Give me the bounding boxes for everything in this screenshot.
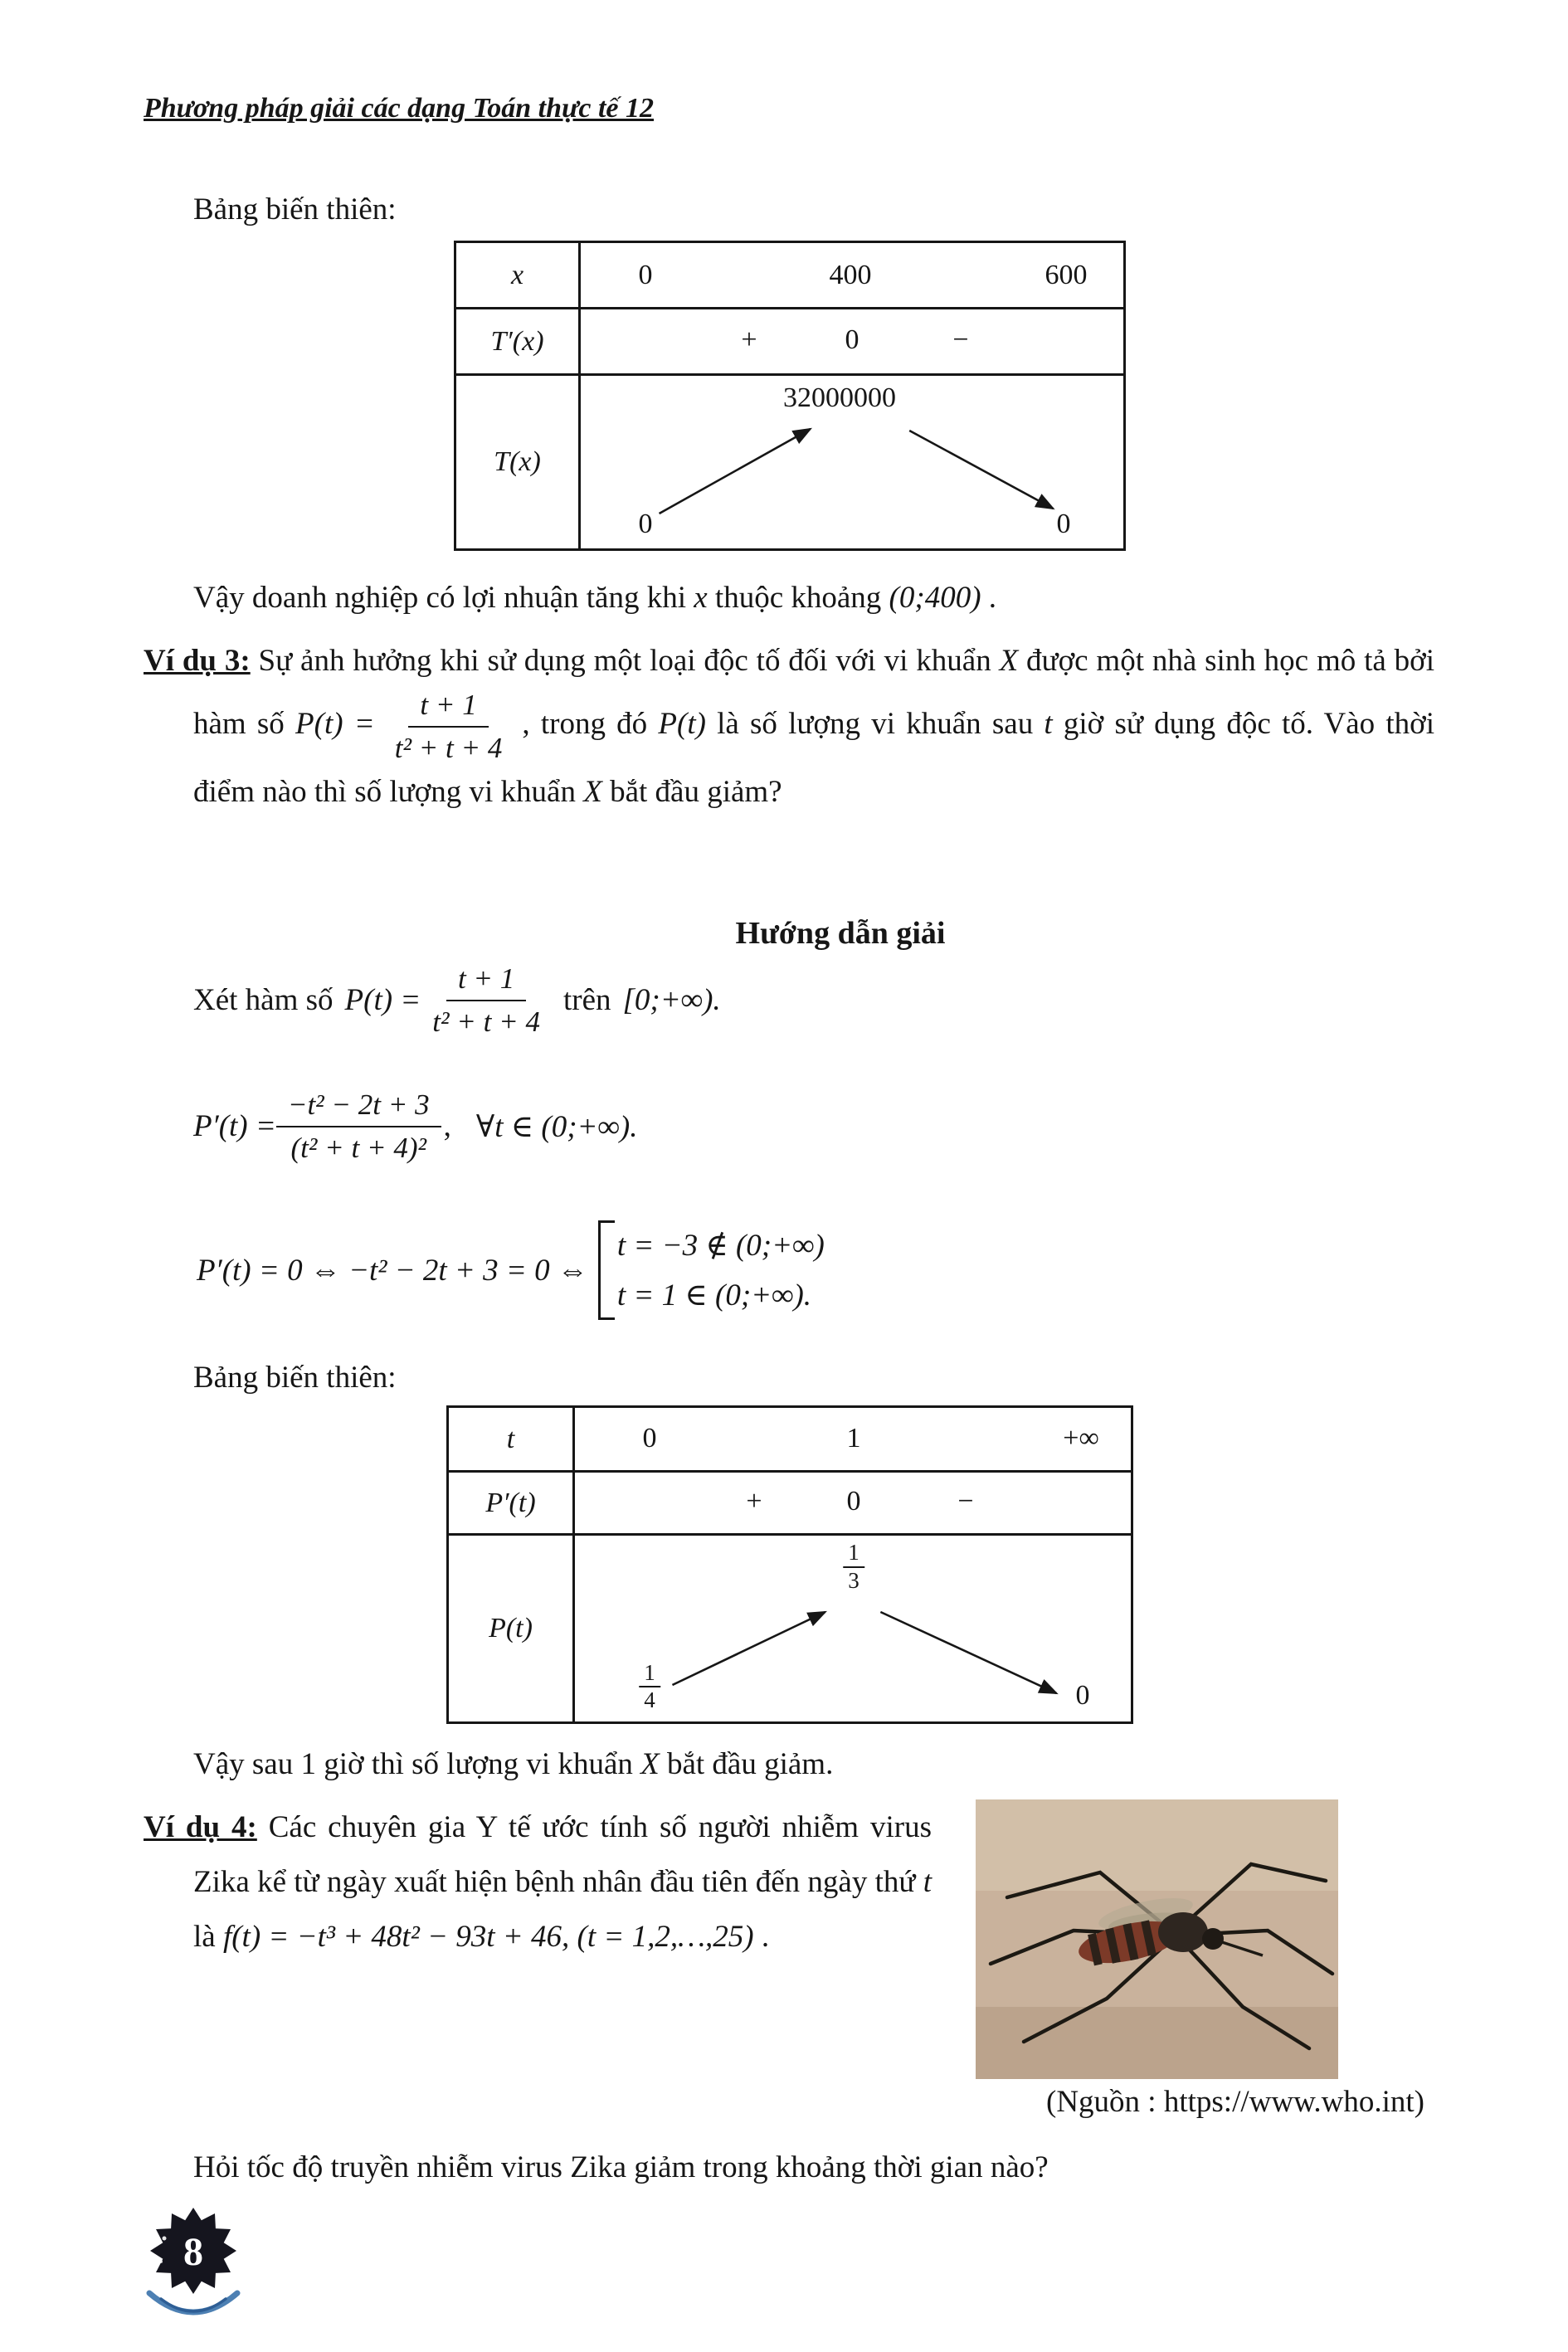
example3-text: Sự ảnh hưởng khi sử dụng một loại độc tố đối với vi khuẩn [250, 644, 1000, 678]
var-X: X [999, 644, 1019, 678]
comma: , [443, 1109, 451, 1144]
var-x: x [694, 581, 708, 615]
t-value-inf: +∞ [1063, 1423, 1099, 1454]
conclusion-profit [193, 572, 1454, 624]
interval: (0;400) [889, 581, 981, 615]
sign-plus: + [741, 324, 757, 355]
table-fn-values [575, 1536, 1131, 1721]
line1-mid: trên [562, 983, 611, 1018]
sign-minus: − [952, 324, 969, 355]
x-value-0: 0 [638, 260, 653, 290]
period: . [981, 581, 997, 615]
solution-line-3 [197, 1220, 825, 1320]
fraction-numerator: t + 1 [408, 687, 488, 728]
page-number: 8 [183, 2230, 203, 2274]
start-numerator: 1 [639, 1661, 660, 1688]
source-citation: (Nguồn : https://www.who.int) [1046, 2085, 1424, 2119]
table-var-cell: x [456, 243, 581, 307]
peak-numerator: 1 [843, 1541, 864, 1568]
line3-equation: P′(t) = 0 ⇔ −t² − 2t + 3 = 0 ⇔ [197, 1253, 588, 1288]
example3-paragraph [144, 635, 1434, 818]
fraction-numerator: −t² − 2t + 3 [276, 1087, 441, 1127]
solution-line-1 [193, 961, 721, 1040]
solution-line-2 [193, 1087, 637, 1166]
end-value: 0 [1075, 1680, 1090, 1711]
table-deriv-signs [581, 309, 1123, 373]
line2-lhs: P′(t) = [193, 1109, 276, 1144]
table-row [456, 376, 1123, 548]
table-fn-cell: P(t) [449, 1536, 575, 1721]
start-value: 0 [638, 509, 653, 539]
table-row [449, 1536, 1131, 1721]
example3-text: bắt đầu giảm? [601, 774, 782, 809]
conclusion-bacteria [193, 1739, 1454, 1790]
variation-table-bacteria [446, 1405, 1133, 1724]
conclusion-text: Vậy sau 1 giờ thì số lượng vi khuẩn [193, 1747, 641, 1781]
example3-text: , trong đó [522, 707, 659, 742]
sign-zero: 0 [845, 324, 859, 355]
x-value-600: 600 [1045, 260, 1088, 290]
var-t: t [923, 1865, 932, 1899]
sign-minus: − [957, 1486, 974, 1517]
mosquito-photo [976, 1799, 1338, 2079]
table-deriv-cell: T′(x) [456, 309, 581, 373]
fraction-denominator: t² + t + 4 [394, 731, 503, 764]
conclusion-text: thuộc khoảng [707, 581, 889, 615]
table-deriv-signs [575, 1473, 1131, 1533]
case-2: t = 1 ∈ (0;+∞). [616, 1278, 812, 1312]
table-row [456, 243, 1123, 309]
end-value: 0 [1056, 509, 1071, 539]
fraction-denominator: t² + t + 4 [432, 1005, 540, 1038]
formula-lhs: P(t) = [295, 707, 375, 742]
example3-text: được một nhà sinh học mô tả bởi hàm số [193, 644, 1434, 742]
table-row [449, 1408, 1131, 1473]
peak-fraction [843, 1541, 864, 1593]
example4-text: là [193, 1920, 223, 1954]
start-fraction [639, 1661, 660, 1713]
table-row [456, 309, 1123, 376]
zika-formula: f(t) = −t³ + 48t² − 93t + 46, [222, 1920, 570, 1954]
mosquito-head [1202, 1928, 1224, 1950]
fraction-Pprime [276, 1087, 441, 1166]
sign-plus: + [746, 1486, 762, 1517]
example4-text: Các chuyên gia Y tế ước tính số người nhiễm virus Zika kể từ ngày xuất hiện bệnh nhân đầu tiên đến ngày thứ [193, 1810, 932, 1899]
mosquito-thorax [1158, 1912, 1208, 1952]
var-Pt: P(t) [658, 707, 706, 742]
table-deriv-cell: P′(t) [449, 1473, 575, 1533]
start-denominator: 4 [644, 1687, 655, 1713]
table-var-cell: t [449, 1408, 575, 1470]
line1-pre: Xét hàm số [193, 983, 334, 1018]
line1-domain: [0;+∞). [622, 983, 721, 1018]
example4-label: Ví dụ 4: [144, 1810, 257, 1844]
example3-text: là số lượng vi khuẩn sau [705, 707, 1045, 742]
conclusion-text: bắt đầu giảm. [659, 1747, 834, 1781]
example3-text: giờ sử dụng độc tố. Vào thời điểm nào thì số lượng vi khuẩn [193, 707, 1434, 809]
case-1: t = −3 ∉ (0;+∞) [616, 1229, 825, 1263]
example3-label: Ví dụ 3: [144, 644, 251, 678]
fraction-Pt [421, 961, 552, 1040]
period: . [753, 1920, 770, 1954]
example4-question: Hỏi tốc độ truyền nhiễm virus Zika giảm trong khoảng thời gian nào? [193, 2150, 1049, 2184]
line2-forall: ∀t ∈ (0;+∞). [475, 1109, 638, 1144]
cases-bracket [598, 1220, 825, 1320]
x-value-400: 400 [829, 260, 872, 290]
var-X: X [583, 774, 602, 809]
line1-lhs: P(t) = [344, 983, 421, 1018]
var-t: t [1044, 707, 1053, 742]
sign-zero: 0 [846, 1486, 861, 1517]
table-var-values [575, 1408, 1131, 1470]
conclusion-text: Vậy doanh nghiệp có lợi nhuận tăng khi [193, 581, 694, 615]
t-value-1: 1 [846, 1423, 861, 1454]
t-value-0: 0 [642, 1423, 657, 1454]
bbt-label-2: Bảng biến thiên: [193, 1361, 397, 1395]
var-X: X [640, 1747, 660, 1781]
variation-table-profit [454, 241, 1126, 551]
solution-heading: Hướng dẫn giải [735, 916, 946, 951]
table-var-values [581, 243, 1123, 307]
page-header: Phương pháp giải các dạng Toán thực tế 12 [144, 93, 655, 124]
example4-paragraph [144, 1800, 932, 1965]
table-fn-cell: T(x) [456, 376, 581, 548]
fraction-numerator: t + 1 [446, 961, 526, 1001]
fraction-Pt [383, 687, 514, 767]
peak-denominator: 3 [848, 1567, 859, 1593]
page-number-badge [131, 2189, 256, 2334]
t-range: (t = 1,2,…,25) [577, 1920, 754, 1954]
bbt-label-1: Bảng biến thiên: [193, 192, 397, 226]
fraction-denominator: (t² + t + 4)² [290, 1131, 426, 1164]
badge-arc [149, 2293, 237, 2312]
table-fn-values [581, 376, 1123, 548]
table-row [449, 1473, 1131, 1536]
peak-value: 32000000 [783, 382, 896, 413]
